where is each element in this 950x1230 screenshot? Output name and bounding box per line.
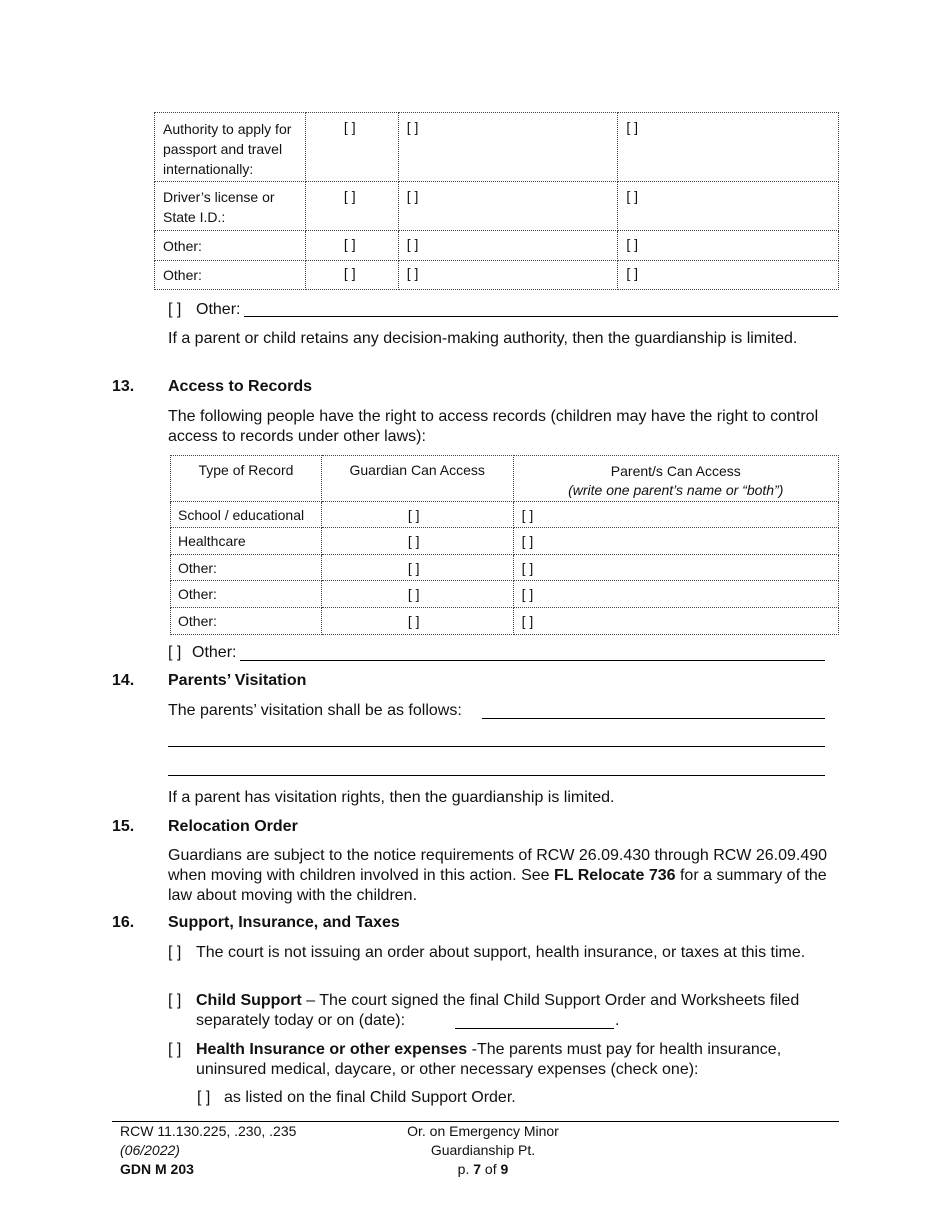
footer-center bbox=[383, 1122, 583, 1179]
checkbox[interactable] bbox=[344, 265, 356, 281]
section-intro: The following people have the right to access records (children may have the right to control access to records under other laws): bbox=[168, 408, 819, 445]
section-title: Parents’ Visitation bbox=[168, 672, 307, 689]
option-checkbox[interactable] bbox=[168, 991, 181, 1011]
checkbox[interactable] bbox=[344, 236, 356, 252]
footer-date: (06/2022) bbox=[120, 1142, 180, 1158]
column-header: Parent/s Can Access bbox=[610, 463, 741, 479]
page-number: p. 7 of 9 bbox=[457, 1161, 509, 1177]
table-row bbox=[171, 502, 839, 528]
table-row bbox=[171, 555, 839, 581]
record-type: Other: bbox=[178, 586, 217, 602]
checkbox[interactable] bbox=[344, 119, 356, 135]
record-type: Other: bbox=[178, 613, 217, 629]
checkbox[interactable] bbox=[522, 533, 534, 549]
checkbox[interactable] bbox=[626, 119, 638, 135]
column-header-note: (write one parent’s name or “both”) bbox=[568, 482, 784, 498]
section-number: 14. bbox=[112, 672, 135, 689]
column-header: Type of Record bbox=[198, 462, 294, 478]
visitation-fill-line[interactable] bbox=[168, 746, 825, 747]
checkbox[interactable] bbox=[407, 236, 419, 252]
sub-option-text: as listed on the final Child Support Order. bbox=[224, 1089, 516, 1106]
footer-rcw: RCW 11.130.225, .230, .235 bbox=[120, 1123, 297, 1139]
row-label: Driver’s license or State I.D.: bbox=[163, 189, 275, 225]
visitation-fill-line[interactable] bbox=[482, 718, 825, 719]
column-header: Guardian Can Access bbox=[349, 462, 485, 478]
checkbox[interactable] bbox=[408, 507, 420, 523]
relocation-body: Guardians are subject to the notice requirements of RCW 26.09.430 through RCW 26.09.490 when moving with children involved in this action. See FL Relocate 736 for a summary of the law about moving with the children. bbox=[168, 847, 828, 904]
table-row bbox=[155, 231, 306, 261]
checkbox[interactable] bbox=[626, 236, 638, 252]
other-checkbox[interactable] bbox=[168, 643, 181, 663]
sub-option-checkbox[interactable] bbox=[197, 1088, 210, 1108]
option-checkbox[interactable] bbox=[168, 943, 181, 963]
table-header bbox=[171, 456, 839, 502]
option-text: Child Support – The court signed the final Child Support Order and Worksheets filed separately today or on (date): bbox=[196, 992, 800, 1029]
limited-note: If a parent or child retains any decision-making authority, then the guardianship is limited. bbox=[168, 330, 798, 347]
footer-left bbox=[120, 1122, 296, 1179]
form-reference: FL Relocate 736 bbox=[553, 867, 676, 884]
record-type: Healthcare bbox=[178, 533, 246, 549]
record-type: Other: bbox=[178, 560, 217, 576]
row-label: Authority to apply for passport and travel internationally: bbox=[163, 121, 292, 177]
date-fill-line[interactable] bbox=[455, 1028, 614, 1029]
checkbox[interactable] bbox=[407, 119, 419, 135]
table-row bbox=[171, 581, 839, 608]
checkbox[interactable] bbox=[344, 188, 356, 204]
checkbox[interactable] bbox=[408, 613, 420, 629]
table-row bbox=[155, 113, 306, 182]
visitation-fill-line[interactable] bbox=[168, 775, 825, 776]
section-title: Access to Records bbox=[168, 378, 313, 395]
option-text: The court is not issuing an order about support, health insurance, or taxes at this time. bbox=[196, 944, 806, 961]
row-label: Other: bbox=[163, 238, 202, 254]
checkbox[interactable] bbox=[407, 265, 419, 281]
checkbox[interactable] bbox=[407, 188, 419, 204]
table-row bbox=[155, 261, 306, 290]
checkbox[interactable] bbox=[408, 533, 420, 549]
checkbox[interactable] bbox=[522, 586, 534, 602]
other-checkbox[interactable] bbox=[168, 300, 181, 320]
row-label: Other: bbox=[163, 267, 202, 283]
footer-title: Or. on Emergency Minor bbox=[407, 1123, 559, 1139]
checkbox[interactable] bbox=[626, 188, 638, 204]
checkbox[interactable] bbox=[626, 265, 638, 281]
section-number: 16. bbox=[112, 914, 135, 931]
table-row bbox=[171, 608, 839, 635]
checkbox[interactable] bbox=[408, 560, 420, 576]
other-fill-line[interactable] bbox=[244, 316, 838, 317]
option-checkbox[interactable] bbox=[168, 1040, 181, 1060]
other-fill-line[interactable] bbox=[240, 660, 825, 661]
table-row bbox=[171, 528, 839, 555]
section-title: Support, Insurance, and Taxes bbox=[168, 914, 400, 931]
decision-making-table bbox=[154, 112, 839, 290]
table-row bbox=[155, 182, 306, 231]
checkbox[interactable] bbox=[408, 586, 420, 602]
visitation-label: The parents’ visitation shall be as follows: bbox=[168, 702, 462, 719]
record-type: School / educational bbox=[178, 507, 305, 523]
checkbox[interactable] bbox=[522, 613, 534, 629]
other-label: Other: bbox=[196, 301, 241, 318]
footer-title: Guardianship Pt. bbox=[430, 1142, 536, 1158]
section-number: 15. bbox=[112, 818, 135, 835]
section-title: Relocation Order bbox=[168, 818, 298, 835]
checkbox[interactable] bbox=[522, 507, 534, 523]
section-number: 13. bbox=[112, 378, 135, 395]
checkbox[interactable] bbox=[522, 560, 534, 576]
visitation-note: If a parent has visitation rights, then the guardianship is limited. bbox=[168, 789, 615, 806]
other-label: Other: bbox=[192, 644, 237, 661]
records-table bbox=[170, 455, 839, 635]
option-text: Health Insurance or other expenses -The parents must pay for health insurance, uninsured medical, daycare, or other necessary expenses (check one): bbox=[196, 1041, 782, 1078]
footer-form-number: GDN M 203 bbox=[120, 1161, 194, 1177]
